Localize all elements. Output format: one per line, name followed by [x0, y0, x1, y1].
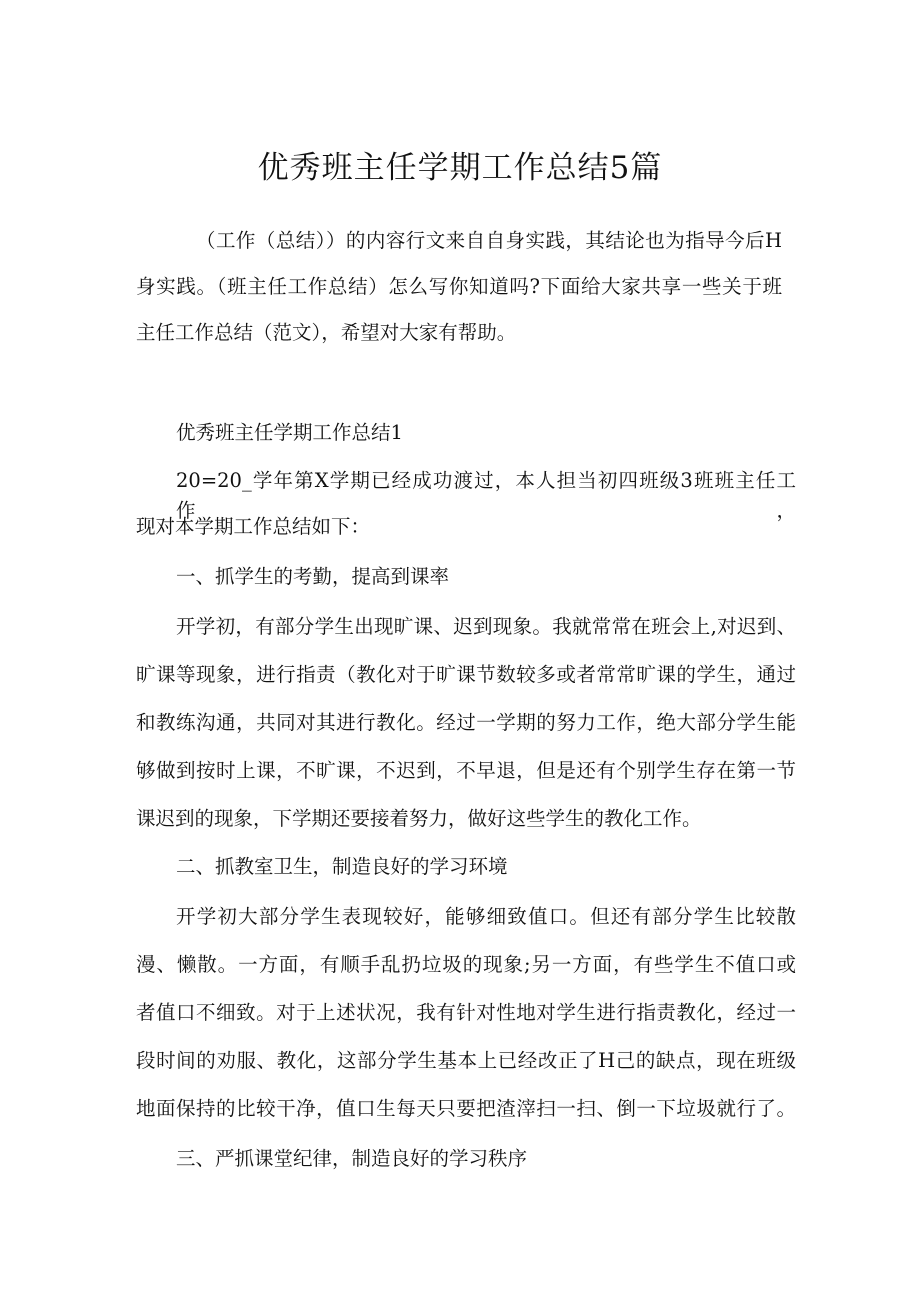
part2-line-1: 开学初大部分学生表现较好，能够细致值口。但还有部分学生比较散 — [176, 905, 796, 928]
part1-line-5: 课迟到的现象，下学期还要接着努力，做好这些学生的教化工作。 — [136, 807, 702, 830]
document-title: 优秀班主任学期工作总结5篇 — [257, 150, 663, 186]
part2-line-5: 地面保持的比较干净，值口生每天只要把渣滓扫一扫、倒一下垃圾就行了。 — [136, 1097, 796, 1120]
part2-line-2: 漫、懒散。一方面，有顺手乱扔垃圾的现象;另一方面，有些学生不值口或 — [136, 953, 796, 976]
part3-heading: 三、严抓课堂纪律，制造良好的学习秩序 — [176, 1147, 528, 1170]
part1-line-4: 够做到按时上课，不旷课，不迟到，不早退，但是还有个别学生存在第一节 — [136, 759, 796, 782]
section-heading: 优秀班主任学期工作总结1 — [176, 421, 403, 444]
intro-line-3: 主任工作总结（范文），希望对大家有帮助。 — [136, 321, 517, 344]
intro-line-2: 身实践。（班主任工作总结）怎么写你知道吗?下面给大家共享一些关于班 — [136, 275, 782, 298]
part1-line-1: 开学初，有部分学生出现旷课、迟到现象。我就常常在班会上,对迟到、 — [176, 615, 796, 638]
part1-line-3: 和教练沟通，共同对其进行教化。经过一学期的努力工作，绝大部分学生能 — [136, 711, 796, 734]
intro-line-1: （工作（总结））的内容行文来自自身实践，其结论也为指导今后H — [196, 229, 782, 252]
part1-heading: 一、抓学生的考勤，提高到课率 — [176, 565, 450, 588]
part2-heading: 二、抓教室卫生，制造良好的学习环境 — [176, 855, 508, 878]
part2-line-4: 段时间的劝服、教化，这部分学生基本上已经改正了H己的缺点，现在班级 — [136, 1049, 796, 1072]
part2-line-3: 者值口不细致。对于上述状况，我有针对性地对学生进行指责教化，经过一 — [136, 1001, 796, 1024]
opening-line-1: 20=20_学年第X学期已经成功渡过，本人担当初四班级3班班主任工作， — [176, 469, 796, 522]
opening-line-2: 现对本学期工作总结如下： — [136, 515, 371, 538]
part1-line-2: 旷课等现象，进行指责（教化对于旷课节数较多或者常常旷课的学生，通过 — [136, 663, 796, 686]
